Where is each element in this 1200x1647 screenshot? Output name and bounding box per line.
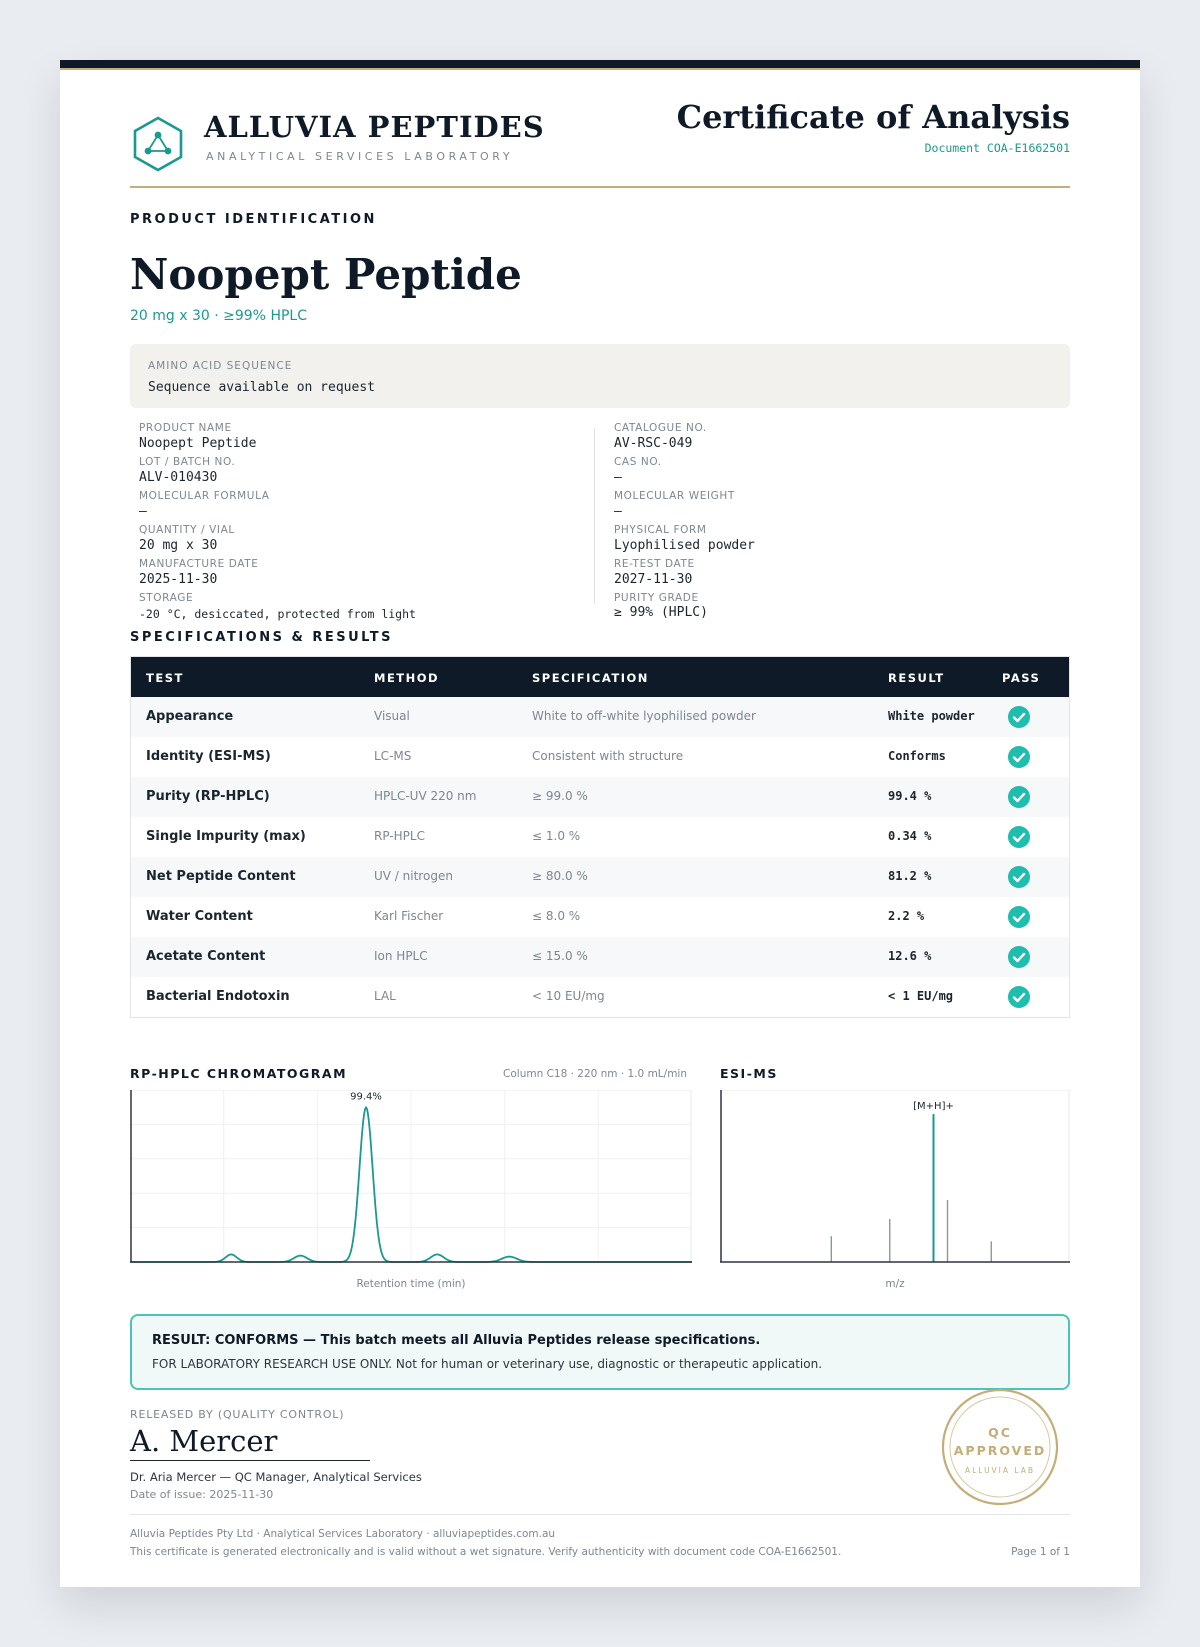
specs-table — [130, 656, 1070, 1018]
table-row — [131, 697, 1069, 737]
page-number: Page 1 of 1 — [1011, 1546, 1070, 1558]
footer-divider — [130, 1514, 1070, 1515]
result-cell: 0.34 % — [888, 829, 932, 843]
test-cell: Appearance — [146, 709, 234, 724]
result-conforms-box — [130, 1314, 1070, 1390]
specification-cell: ≤ 8.0 % — [532, 909, 581, 923]
specification-cell: White to off-white lyophilised powder — [532, 709, 756, 723]
result-cell: White powder — [888, 709, 975, 723]
signer-name: Dr. Aria Mercer — QC Manager, Analytical Services — [130, 1470, 422, 1484]
method-cell: LAL — [374, 989, 396, 1003]
top-accent-gold-line — [60, 68, 1140, 70]
specification-cell: ≤ 1.0 % — [532, 829, 581, 843]
check-circle-icon — [1008, 986, 1030, 1008]
result-cell: < 1 EU/mg — [888, 989, 954, 1003]
field-value: — — [614, 470, 622, 485]
check-circle-icon — [1008, 826, 1030, 848]
result-cell: 12.6 % — [888, 949, 932, 963]
table-row — [131, 737, 1069, 777]
sequence-value: Sequence available on request — [148, 380, 375, 395]
field-value: 2027-11-30 — [614, 572, 693, 587]
field-label: CAS NO. — [614, 456, 662, 468]
method-cell: Ion HPLC — [374, 949, 428, 963]
col-header-result: RESULT — [888, 671, 945, 685]
test-cell: Acetate Content — [146, 949, 266, 964]
field-label: LOT / BATCH NO. — [139, 456, 236, 468]
hplc-chart-meta: Column C18 · 220 nm · 1.0 mL/min — [503, 1068, 687, 1080]
method-cell: Visual — [374, 709, 410, 723]
specification-cell: Consistent with structure — [532, 749, 684, 763]
result-cell: Conforms — [888, 749, 946, 763]
product-subtitle: 20 mg x 30 · ≥99% HPLC — [130, 308, 307, 324]
col-header-specification: SPECIFICATION — [532, 671, 649, 685]
method-cell: Karl Fischer — [374, 909, 444, 923]
top-accent-bar — [60, 60, 1140, 68]
research-use-note: FOR LABORATORY RESEARCH USE ONLY. Not for human or veterinary use, diagnostic or therapeutic application. — [152, 1357, 823, 1371]
result-cell: 81.2 % — [888, 869, 932, 883]
sequence-label: AMINO ACID SEQUENCE — [148, 360, 293, 372]
field-label: PURITY GRADE — [614, 592, 699, 604]
field-label: MOLECULAR WEIGHT — [614, 490, 735, 502]
col-header-pass: PASS — [1002, 671, 1041, 685]
col-header-test: TEST — [146, 671, 184, 685]
field-value: ALV-010430 — [139, 470, 218, 485]
hexagon-molecule-icon — [132, 115, 184, 173]
document-title: Certificate of Analysis — [676, 98, 1070, 136]
specification-cell: ≥ 80.0 % — [532, 869, 588, 883]
fields-divider — [594, 428, 595, 604]
check-circle-icon — [1008, 866, 1030, 888]
qc-approved-seal-icon — [940, 1387, 1060, 1507]
field-label: CATALOGUE NO. — [614, 422, 707, 434]
check-circle-icon — [1008, 706, 1030, 728]
table-row — [131, 777, 1069, 817]
test-cell: Single Impurity (max) — [146, 829, 306, 844]
esims-peak-label: [M+H]+ — [913, 1101, 954, 1113]
hplc-x-axis-label: Retention time (min) — [356, 1278, 466, 1290]
field-value: ≥ 99% (HPLC) — [614, 605, 708, 620]
footer-validity-note: This certificate is generated electronically and is valid without a wet signature. Verify authenticity with document code COA-E1662501. — [130, 1546, 842, 1558]
field-value: AV-RSC-049 — [614, 436, 693, 451]
table-row — [131, 977, 1069, 1017]
esims-x-axis-label: m/z — [885, 1278, 905, 1290]
method-cell: UV / nitrogen — [374, 869, 453, 883]
field-value: 20 mg x 30 — [139, 538, 218, 553]
check-circle-icon — [1008, 746, 1030, 768]
brand-subtitle: ANALYTICAL SERVICES LABORATORY — [206, 150, 514, 163]
test-cell: Identity (ESI-MS) — [146, 749, 271, 764]
esims-spectrum-chart — [720, 1090, 1070, 1266]
brand-name: ALLUVIA PEPTIDES — [204, 110, 545, 144]
esims-chart-title: ESI-MS — [720, 1066, 778, 1081]
field-label: RE-TEST DATE — [614, 558, 695, 570]
esims-plot-area — [721, 1090, 1069, 1262]
test-cell: Bacterial Endotoxin — [146, 989, 290, 1004]
table-row — [131, 937, 1069, 977]
table-row — [131, 897, 1069, 937]
released-by-label: RELEASED BY (QUALITY CONTROL) — [130, 1408, 345, 1421]
specification-cell: ≤ 15.0 % — [532, 949, 588, 963]
footer-company: Alluvia Peptides Pty Ltd · Analytical Services Laboratory · alluviapeptides.com.au — [130, 1528, 556, 1540]
signature: A. Mercer — [130, 1424, 278, 1458]
specs-table-header — [131, 657, 1069, 697]
field-value: Noopept Peptide — [139, 436, 257, 451]
result-title: RESULT: CONFORMS — This batch meets all Alluvia Peptides release specifications. — [152, 1333, 761, 1348]
document-code: Document COA-E1662501 — [924, 141, 1070, 155]
method-cell: HPLC-UV 220 nm — [374, 789, 477, 803]
table-row — [131, 817, 1069, 857]
field-label: PHYSICAL FORM — [614, 524, 707, 536]
signature-line — [130, 1460, 370, 1461]
field-label: MOLECULAR FORMULA — [139, 490, 270, 502]
seal-top-text: QC — [988, 1425, 1012, 1440]
test-cell: Water Content — [146, 909, 253, 924]
field-value: — — [139, 504, 147, 519]
hplc-chart-title: RP-HPLC CHROMATOGRAM — [130, 1066, 348, 1081]
field-label: MANUFACTURE DATE — [139, 558, 259, 570]
issue-date: Date of issue: 2025-11-30 — [130, 1488, 274, 1501]
field-value: -20 °C, desiccated, protected from light — [139, 607, 416, 621]
field-label: STORAGE — [139, 592, 194, 604]
col-header-method: METHOD — [374, 671, 440, 685]
hplc-peak-label: 99.4% — [350, 1091, 382, 1103]
result-cell: 99.4 % — [888, 789, 932, 803]
check-circle-icon — [1008, 946, 1030, 968]
table-row — [131, 857, 1069, 897]
sequence-box — [130, 344, 1070, 408]
specs-section-title: SPECIFICATIONS & RESULTS — [130, 630, 394, 645]
specs-table-body — [131, 697, 1069, 1017]
specification-cell: < 10 EU/mg — [532, 989, 605, 1003]
seal-mid-text: APPROVED — [953, 1443, 1047, 1458]
field-label: QUANTITY / VIAL — [139, 524, 235, 536]
hplc-chromatogram-chart — [130, 1090, 692, 1266]
field-value: 2025-11-30 — [139, 572, 218, 587]
seal-bottom-text: ALLUVIA LAB — [964, 1466, 1036, 1475]
method-cell: LC-MS — [374, 749, 412, 763]
check-circle-icon — [1008, 786, 1030, 808]
method-cell: RP-HPLC — [374, 829, 425, 843]
field-value: Lyophilised powder — [614, 538, 755, 553]
certificate-page — [60, 60, 1140, 1587]
check-circle-icon — [1008, 906, 1030, 928]
field-label: PRODUCT NAME — [139, 422, 232, 434]
product-section-title: PRODUCT IDENTIFICATION — [130, 212, 377, 227]
field-value: — — [614, 504, 622, 519]
result-cell: 2.2 % — [888, 909, 925, 923]
test-cell: Purity (RP-HPLC) — [146, 789, 270, 804]
header-divider — [130, 186, 1070, 188]
product-name-heading: Noopept Peptide — [130, 250, 522, 299]
test-cell: Net Peptide Content — [146, 869, 296, 884]
specification-cell: ≥ 99.0 % — [532, 789, 588, 803]
